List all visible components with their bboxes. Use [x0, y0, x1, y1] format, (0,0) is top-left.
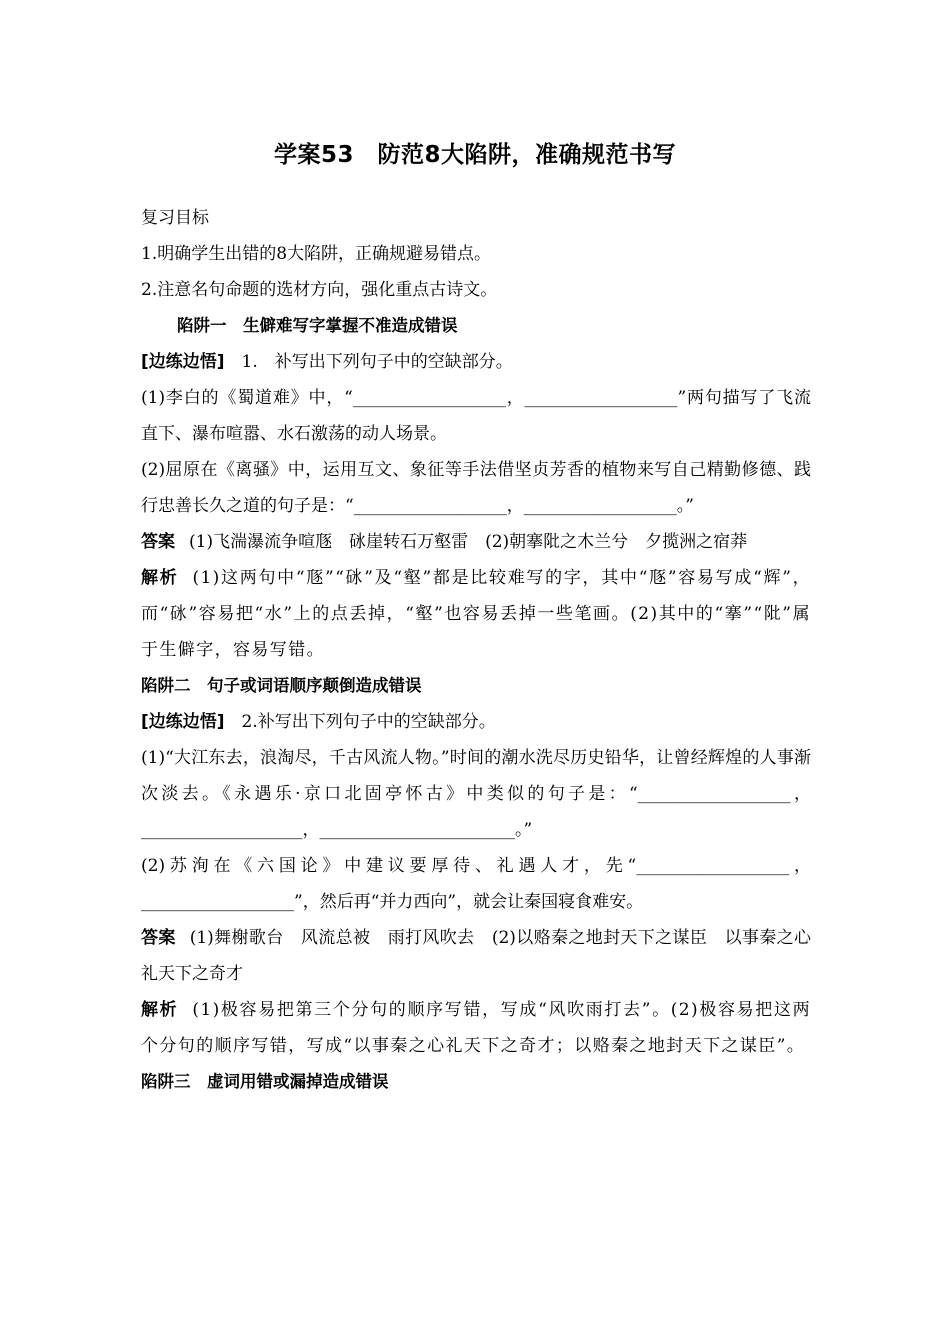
analysis-text: (1)这两句中“豗”“砯”及“壑”都是比较难写的字，其中“豗”容易写成“辉”，而“砯”容易把“水”上的点丢掉，“壑”也容易丢掉一些笔画。(2)其中的“搴”“阰”属于生僻字，容易写错。	[141, 568, 811, 660]
objective-item: 1.明确学生出错的8大陷阱，正确规避易错点。	[141, 244, 492, 264]
trap1-heading: 陷阱一 生僻难写字掌握不准造成错误	[177, 316, 458, 335]
trap2-heading: 陷阱二 句子或词语顺序颠倒造成错误	[141, 676, 422, 695]
objectives-heading: 复习目标	[141, 208, 209, 228]
answer-label: 答案	[141, 532, 175, 552]
analysis-text: (1)极容易把第三个分句的顺序写错，写成“风吹雨打去”。(2)极容易把这两个分句的顺序写错，写成“以事秦之心礼天下之奇才；以赂秦之地封天下之谋臣”。	[141, 1000, 811, 1056]
practice-tag: [边练边悟]	[141, 352, 225, 372]
trap2-answer	[141, 920, 811, 992]
page-title: 学案53 防范8大陷阱，准确规范书写	[273, 142, 676, 168]
analysis-label: 解析	[141, 568, 179, 588]
practice-text: 1. 补写出下列句子中的空缺部分。	[224, 352, 513, 372]
analysis-label: 解析	[141, 1000, 179, 1020]
practice-text: 2.补写出下列句子中的空缺部分。	[224, 712, 496, 732]
objective-item: 2.注意名句命题的选材方向，强化重点古诗文。	[141, 280, 498, 300]
trap2-question-1: (1)“大江东去，浪淘尽，千古风流人物。”时间的潮水洗尽历史铅华，让曾经辉煌的人事渐次淡去。《永遇乐·京口北固亭怀古》中类似的句子是：“__________________，___________________，_______________________。”	[141, 748, 811, 840]
answer-text: (1)飞湍瀑流争喧豗 砯崖转石万壑雷 (2)朝搴阰之木兰兮 夕揽洲之宿莽	[189, 532, 748, 552]
trap1-question-2: (2)屈原在《离骚》中，运用互文、象征等手法借坚贞芳香的植物来写自己精勤修德、践行忠善长久之道的句子是：“__________________，__________________。”	[141, 460, 811, 516]
answer-text: (1)舞榭歌台 风流总被 雨打风吹去 (2)以赂秦之地封天下之谋臣 以事秦之心礼天下之奇才	[141, 928, 811, 984]
trap3-heading: 陷阱三 虚词用错或漏掉造成错误	[141, 1072, 389, 1091]
trap2-question-2: (2)苏洵在《六国论》中建议要厚待、礼遇人才，先“__________________，__________________”，然后再“并力西向”，就会让秦国寝食难安。	[141, 856, 811, 912]
practice-tag: [边练边悟]	[141, 712, 225, 732]
trap1-practice	[141, 344, 811, 380]
document-body	[141, 200, 811, 1100]
trap2-analysis	[141, 992, 811, 1064]
trap1-question-1: (1)李白的《蜀道难》中，“__________________，__________________”两句描写了飞流直下、瀑布喧嚣、水石激荡的动人场景。	[141, 388, 811, 444]
answer-label: 答案	[141, 928, 176, 948]
trap1-answer	[141, 524, 811, 560]
trap2-practice	[141, 704, 811, 740]
trap1-analysis	[141, 560, 811, 668]
